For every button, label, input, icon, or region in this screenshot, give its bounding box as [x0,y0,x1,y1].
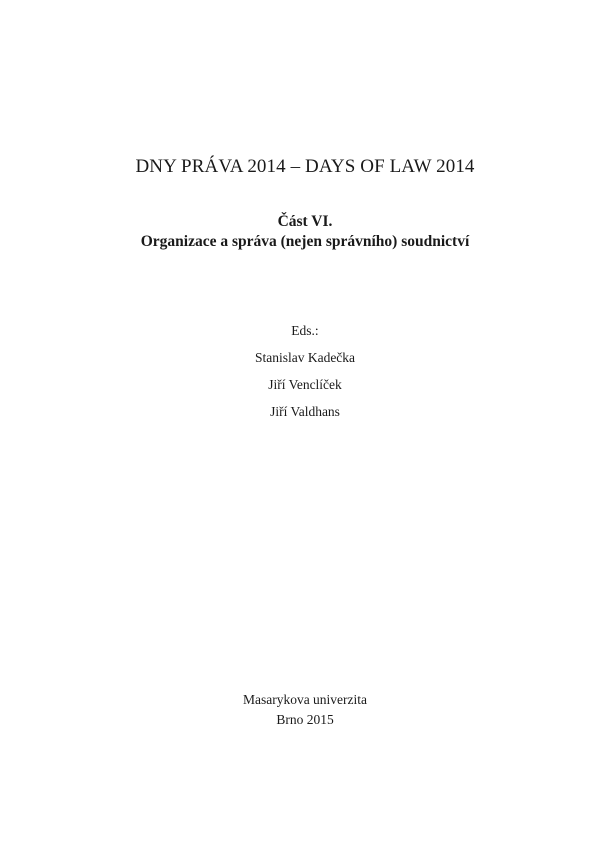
editor-name: Stanislav Kadečka [254,350,356,365]
part-number: Část VI. [277,213,333,230]
place-year: Brno 2015 [276,712,334,727]
editor-name: Jiří Valdhans [270,404,340,419]
publisher: Masarykova univerzita [242,692,368,707]
editor-name: Jiří Venclíček [268,377,342,392]
book-title: DNY PRÁVA 2014 – DAYS OF LAW 2014 [135,156,475,177]
part-subtitle: Organizace a správa (nejen správního) soudnictví [140,233,470,250]
editors-label: Eds.: [291,323,319,338]
